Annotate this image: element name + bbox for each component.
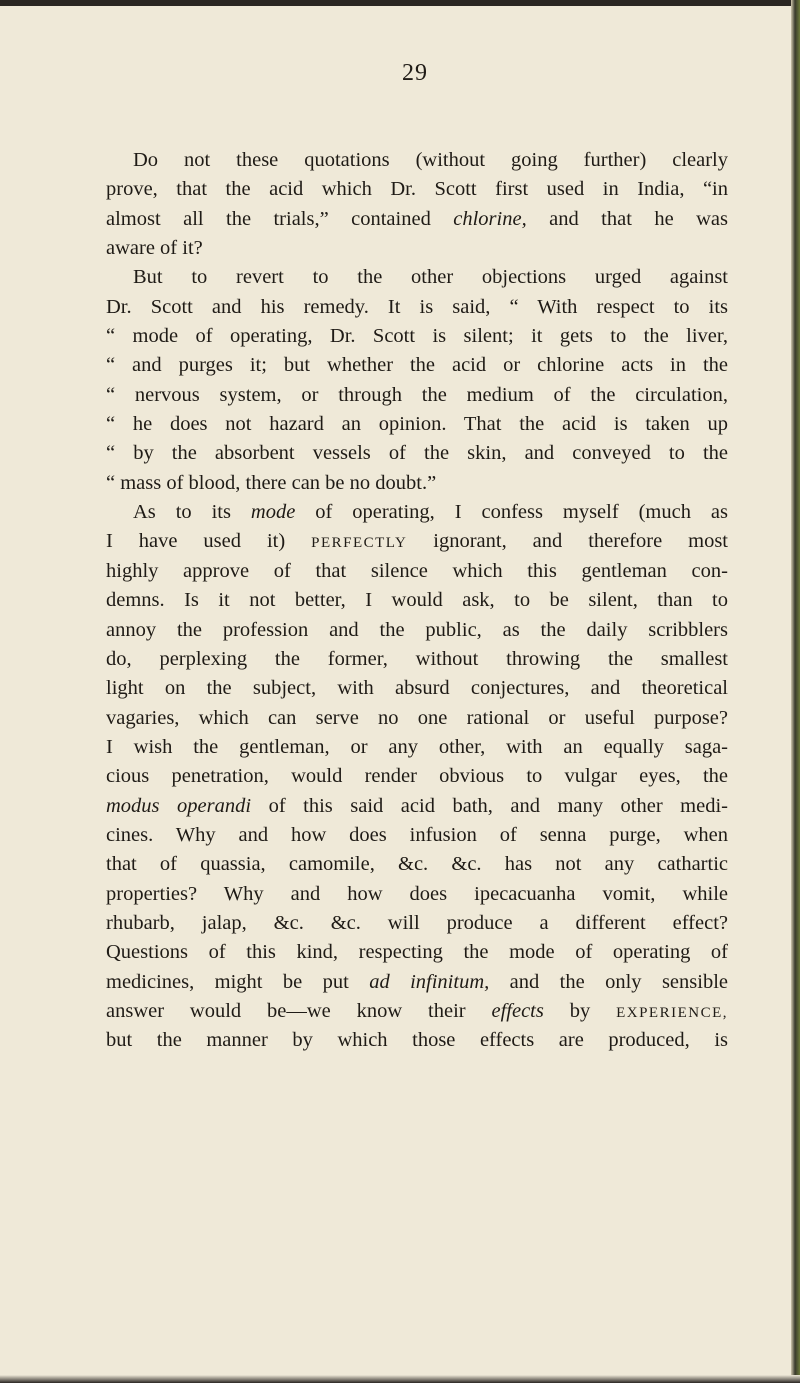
text-run: “ mass of blood, there can be no doubt.”	[106, 471, 437, 494]
text-run: prove, that the acid which Dr. Scott first used in India, “in	[106, 178, 728, 201]
page-right-edge	[791, 0, 800, 1383]
text-line	[106, 821, 728, 850]
text-line	[106, 850, 728, 879]
text-run: and the only sensible	[489, 970, 728, 993]
text-line	[106, 351, 728, 380]
text-line	[106, 322, 728, 351]
text-run: but the manner by which those effects are produced, is	[106, 1029, 728, 1052]
text-run: PERFECTLY	[311, 535, 408, 552]
text-line	[106, 263, 728, 292]
text-run: As to its	[133, 501, 251, 524]
text-run: do, perplexing the former, without throwing the smallest	[106, 647, 728, 670]
text-line	[106, 762, 728, 791]
text-line	[106, 586, 728, 615]
text-run: ad infinitum,	[369, 970, 490, 993]
text-run: medicines, might be put	[106, 970, 370, 993]
text-line	[106, 880, 728, 909]
text-line	[106, 997, 728, 1026]
text-run: Questions of this kind, respecting the mode of operating of	[106, 941, 728, 964]
text-run: “ nervous system, or through the medium of the circulation,	[106, 383, 728, 406]
text-run: almost all the trials,” contained	[106, 207, 454, 230]
text-line	[106, 733, 728, 762]
text-line	[106, 645, 728, 674]
text-run: cines. Why and how does infusion of senna purge, when	[106, 823, 728, 846]
bottom-edge-rule	[0, 1375, 800, 1383]
text-line	[106, 469, 728, 498]
text-run: highly approve of that silence which this gentleman con-	[106, 559, 728, 582]
text-run: “ he does not hazard an opinion. That the acid is taken up	[106, 413, 728, 436]
text-line	[106, 1026, 728, 1055]
top-edge-rule	[0, 0, 800, 6]
text-run: aware of it?	[106, 237, 203, 260]
text-run: annoy the profession and the public, as the daily scribblers	[106, 618, 728, 641]
text-line	[106, 968, 728, 997]
text-line	[106, 527, 728, 556]
text-line	[106, 293, 728, 322]
page-number: 29	[402, 60, 428, 86]
text-run: Do not these quotations (without going further) clearly	[133, 149, 728, 171]
text-run: “ and purges it; but whether the acid or chlorine acts in the	[106, 354, 728, 377]
text-line	[106, 439, 728, 468]
text-line	[106, 616, 728, 645]
text-run: effects	[491, 999, 544, 1022]
text-run: But to revert to the other objections urged against	[133, 266, 728, 289]
text-run: modus operandi	[106, 794, 252, 817]
text-line	[106, 205, 728, 234]
text-line	[106, 410, 728, 439]
text-run: I wish the gentleman, or any other, with an equally saga-	[106, 735, 728, 758]
text-run: “ by the absorbent vessels of the skin, and conveyed to the	[106, 442, 728, 465]
text-run: chlorine,	[453, 207, 527, 230]
text-run: cious penetration, would render obvious to vulgar eyes, the	[106, 765, 728, 788]
text-line	[106, 498, 728, 527]
text-line	[106, 234, 728, 263]
text-run: demns. Is it not better, I would ask, to be silent, than to	[106, 589, 728, 612]
text-run: EXPERIENCE,	[616, 1004, 728, 1021]
text-run: properties? Why and how does ipecacuanha vomit, while	[106, 882, 728, 905]
text-run: mode	[250, 501, 296, 524]
text-line	[106, 674, 728, 703]
text-run: that of quassia, camomile, &c. &c. has not any cathartic	[106, 853, 728, 876]
text-line	[106, 704, 728, 733]
text-line	[106, 557, 728, 586]
text-run: vagaries, which can serve no one rational or useful purpose?	[106, 706, 728, 729]
text-line	[106, 381, 728, 410]
text-run: I have used it)	[106, 530, 312, 553]
text-line	[106, 175, 728, 204]
text-line	[106, 938, 728, 967]
text-run: of this said acid bath, and many other medi-	[251, 794, 728, 817]
text-run: light on the subject, with absurd conjectures, and theoretical	[106, 677, 728, 700]
text-run: of operating, I confess myself (much as	[295, 501, 728, 524]
text-run: by	[543, 999, 617, 1022]
text-line	[106, 909, 728, 938]
text-line	[106, 146, 728, 175]
text-run: rhubarb, jalap, &c. &c. will produce a different effect?	[106, 911, 728, 934]
text-run: answer would be—we know their	[106, 999, 492, 1022]
text-run: and that he was	[526, 207, 728, 230]
text-line	[106, 792, 728, 821]
text-run: Dr. Scott and his remedy. It is said, “ With respect to its	[106, 295, 728, 318]
text-run: “ mode of operating, Dr. Scott is silent; it gets to the liver,	[106, 325, 728, 348]
body-text	[106, 146, 728, 1056]
text-run: ignorant, and therefore most	[407, 530, 728, 553]
